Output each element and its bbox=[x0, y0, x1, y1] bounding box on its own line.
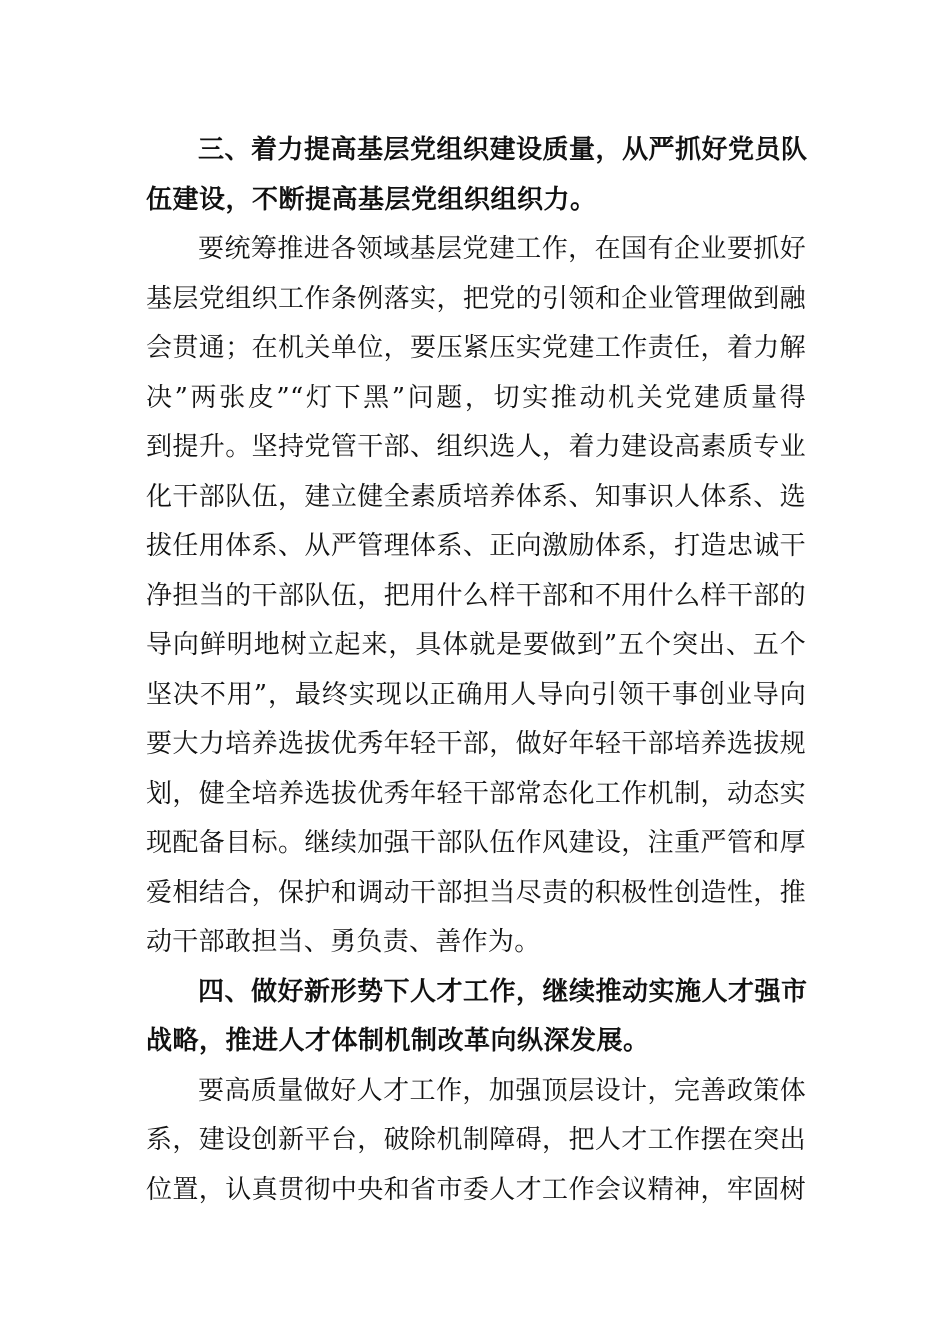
section-heading-3-line-2: 伍建设，不断提高基层党组织组织力。 bbox=[146, 184, 597, 215]
paragraph-line: 要高质量做好人才工作，加强顶层设计，完善政策体 bbox=[198, 1075, 806, 1106]
section-heading-3-line-1: 三、着力提高基层党组织建设质量，从严抓好党员队 bbox=[198, 135, 808, 165]
section-heading-4-line-1: 四、做好新形势下人才工作，继续推动实施人才强市 bbox=[198, 976, 808, 1007]
paragraph-line: 基层党组织工作条例落实，把党的引领和企业管理做到融 bbox=[146, 283, 806, 314]
paragraph-line: 要大力培养选拔优秀年轻干部，做好年轻干部培养选拔规 bbox=[146, 729, 806, 759]
paragraph-line: 导向鲜明地树立起来，具体就是要做到”五个突出、五个 bbox=[146, 630, 806, 660]
document-body bbox=[146, 126, 806, 1215]
paragraph-line: 动干部敢担当、勇负责、善作为。 bbox=[146, 927, 541, 957]
paragraph-line: 净担当的干部队伍，把用什么样干部和不用什么样干部的 bbox=[146, 580, 806, 611]
paragraph-line: 会贯通；在机关单位，要压紧压实党建工作责任，着力解 bbox=[146, 333, 806, 363]
paragraph-line: 决”两张皮”“灯下黑”问题，切实推动机关党建质量得 bbox=[146, 382, 806, 413]
paragraph-line: 位置，认真贯彻中央和省市委人才工作会议精神，牢固树 bbox=[146, 1174, 806, 1205]
paragraph-line: 爱相结合，保护和调动干部担当尽责的积极性创造性，推 bbox=[146, 877, 806, 908]
section-heading-4-line-2: 战略，推进人才体制机制改革向纵深发展。 bbox=[146, 1026, 650, 1056]
paragraph-line: 坚决不用”，最终实现以正确用人导向引领干事创业导向 bbox=[146, 679, 806, 710]
paragraph-line: 拔任用体系、从严管理体系、正向激励体系，打造忠诚干 bbox=[146, 531, 806, 561]
paragraph-line: 系，建设创新平台，破除机制障碍，把人才工作摆在突出 bbox=[146, 1125, 806, 1155]
paragraph-line: 要统筹推进各领域基层党建工作，在国有企业要抓好 bbox=[198, 234, 806, 264]
paragraph-line: 到提升。坚持党管干部、组织选人，着力建设高素质专业 bbox=[146, 432, 806, 462]
paragraph-line: 划，健全培养选拔优秀年轻干部常态化工作机制，动态实 bbox=[146, 778, 806, 809]
paragraph-line: 现配备目标。继续加强干部队伍作风建设，注重严管和厚 bbox=[146, 828, 806, 858]
paragraph-line: 化干部队伍，建立健全素质培养体系、知事识人体系、选 bbox=[146, 481, 806, 512]
